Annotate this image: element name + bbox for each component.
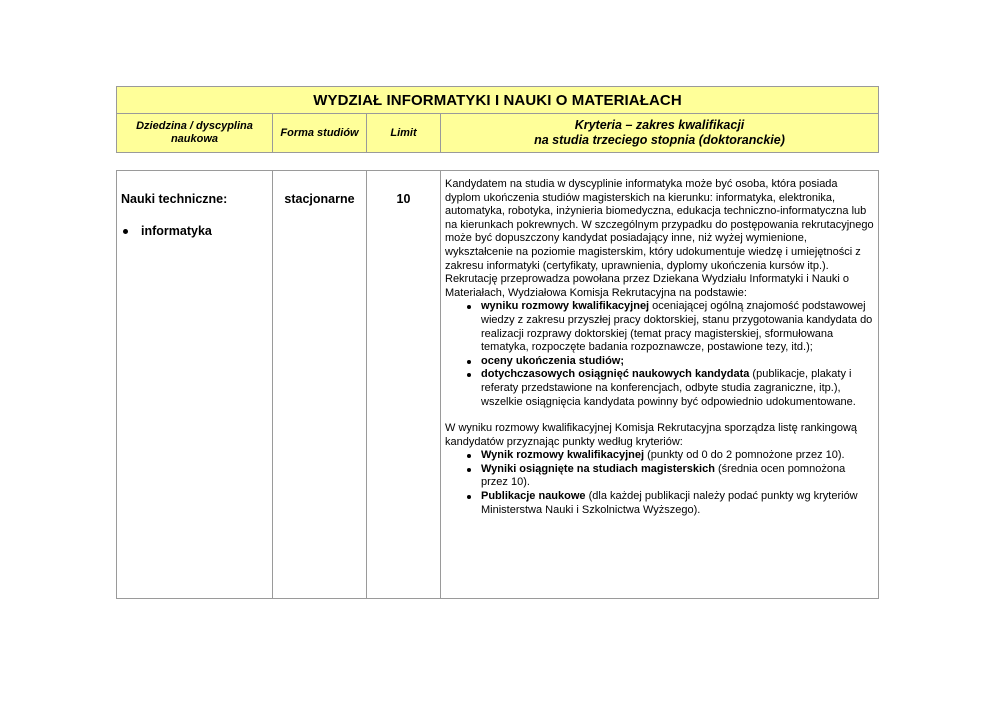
criteria-table bbox=[116, 170, 879, 599]
form-cell: stacjonarne bbox=[273, 171, 367, 599]
table-row bbox=[117, 171, 879, 599]
basis-1-bold: oceny ukończenia studiów; bbox=[481, 354, 625, 367]
list-item bbox=[481, 449, 874, 463]
basis-0-rest: oceniającej ogólną znajomość podstawowej wiedzy z zakresu przyszłej pracy doktorskiej, stanu przygotowania kandydata do realizacji rozprawy doktorskiej (temat pracy magisterskiej, sformułowana tematyka, rozpoczęte badania rozpoznawcze, postawione tezy, itd.); bbox=[481, 300, 873, 354]
basis-list bbox=[445, 300, 874, 409]
points-2-rest: (dla każdej publikacji należy podać punkty wg kryteriów Ministerstwa Nauki i Szkolnictwa Wyższego). bbox=[481, 490, 858, 516]
spacer bbox=[445, 409, 874, 422]
kryteria-line-2: na studia trzeciego stopnia (doktoranckie) bbox=[534, 133, 785, 147]
column-header-forma: Forma studiów bbox=[273, 114, 367, 153]
basis-2-rest: (publikacje, plakaty i referaty przedstawione na konferencjach, odbyte studia zagraniczne, itp.), wszelkie osiągnięcia kandydata powinny być odpowiednio udokumentowane. bbox=[481, 368, 856, 408]
list-item bbox=[481, 463, 874, 490]
points-list bbox=[445, 449, 874, 517]
domain-label: Nauki techniczne: bbox=[121, 192, 228, 206]
faculty-title: WYDZIAŁ INFORMATYKI I NAUKI O MATERIAŁACH bbox=[117, 87, 879, 114]
criteria-recruitment: Rekrutację przeprowadza powołana przez Dziekana Wydziału Informatyki i Nauki o Materiałach, Wydziałowa Komisja Rekrutacyjna na podstawie: bbox=[445, 273, 850, 299]
limit-cell: 10 bbox=[367, 171, 441, 599]
basis-0-bold: wyniku rozmowy kwalifikacyjnej bbox=[481, 300, 650, 313]
header-table bbox=[116, 86, 879, 153]
points-1-rest: (średnia ocen pomnożona przez 10). bbox=[481, 462, 846, 489]
domain-cell bbox=[117, 171, 273, 599]
points-0-bold: Wynik rozmowy kwalifikacyjnej bbox=[481, 449, 645, 462]
column-header-kryteria bbox=[441, 114, 879, 153]
points-1-bold: Wyniki osiągnięte na studiach magisterskich bbox=[481, 462, 715, 475]
list-item bbox=[481, 368, 874, 409]
criteria-ranking: W wyniku rozmowy kwalifikacyjnej Komisja Rekrutacyjna sporządza listę rankingową kandydatów przyznając punkty według kryteriów: bbox=[445, 422, 858, 448]
list-item bbox=[481, 355, 874, 369]
points-2-bold: Publikacje naukowe bbox=[481, 490, 586, 503]
criteria-intro: Kandydatem na studia w dyscyplinie informatyka może być osoba, która posiada dyplom ukończenia studiów magisterskich na kierunku: informatyka, elektronika, automatyka, robotyka, inżynieria biomedyczna, edukacja techniczno-informatyczna lub na kierunkach pokrewnych. W szczególnym przypadku do postępowania rekrutacyjnego może być dopuszczony kandydat posiadający inne, niż wyżej wymienione, wykształcenie na poziomie magisterskim, który udokumentuje wiedzę i umiejętności z zakresu informatyki (certyfikaty, uprawnienia, dyplomy ukończenia kursów itp.). bbox=[445, 178, 874, 272]
discipline-item bbox=[121, 224, 272, 238]
list-item bbox=[481, 300, 874, 354]
column-header-limit: Limit bbox=[367, 114, 441, 153]
points-0-rest: (punkty od 0 do 2 pomnożone przez 10). bbox=[644, 449, 845, 462]
column-header-dziedzina: Dziedzina / dyscyplina naukowa bbox=[117, 114, 273, 153]
discipline-label: informatyka bbox=[141, 224, 212, 238]
list-item bbox=[481, 490, 874, 517]
basis-2-bold: dotychczasowych osiągnięć naukowych kandydata bbox=[481, 368, 750, 381]
criteria-cell bbox=[441, 171, 879, 599]
bullet-icon bbox=[123, 229, 128, 234]
kryteria-line-1: Kryteria – zakres kwalifikacji bbox=[574, 118, 745, 132]
